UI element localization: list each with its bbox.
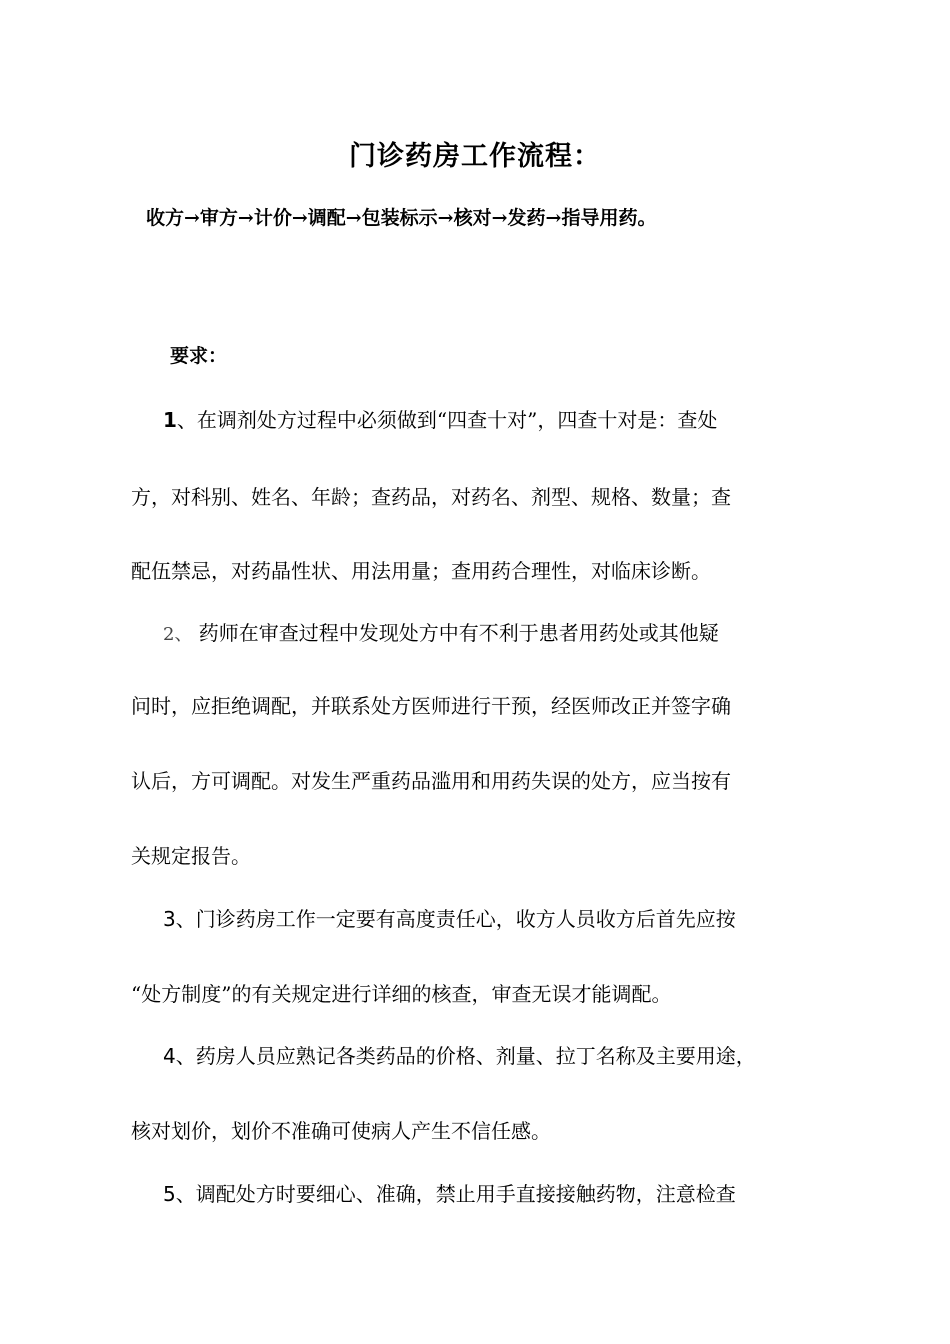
item-1-line-2: 方，对科别、姓名、年龄；查药品，对药名、剂型、规格、数量；查 (131, 485, 731, 509)
item-2-line-3: 认后，方可调配。对发生严重药品滥用和用药失误的处方，应当按有 (131, 769, 731, 793)
item-2-number: 2、 (163, 624, 193, 645)
item-3-number: 3 (163, 907, 176, 931)
item-3-line-2: “处方制度”的有关规定进行详细的核查，审查无误才能调配。 (131, 982, 672, 1006)
item-4-line-2: 核对划价，划价不准确可使病人产生不信任感。 (131, 1119, 551, 1143)
item-2-line-4: 关规定报告。 (131, 844, 251, 868)
workflow-steps: 收方→审方→计价→调配→包装标示→核对→发药→指导用药。 (146, 207, 657, 229)
requirements-heading: 要求： (170, 345, 228, 367)
item-5-line-1: 5、调配处方时要细心、准确，禁止用手直接接触药物，注意检查 (163, 1182, 736, 1206)
item-3-line-1: 3、门诊药房工作一定要有高度责任心，收方人员收方后首先应按 (163, 907, 736, 931)
item-5-number: 5 (163, 1182, 176, 1206)
item-1-number: 1 (163, 408, 177, 432)
item-2-line-1: 2、 药师在审查过程中发现处方中有不利于患者用药处或其他疑 (163, 621, 719, 645)
item-4-number: 4 (163, 1044, 176, 1068)
item-4-line-1: 4、药房人员应熟记各类药品的价格、剂量、拉丁名称及主要用途， (163, 1044, 756, 1068)
item-1-line-1: 1、在调剂处方过程中必须做到“四查十对”，四查十对是：查处 (163, 408, 718, 432)
page-title: 门诊药房工作流程： (349, 141, 601, 172)
item-1-line-3: 配伍禁忌，对药晶性状、用法用量；查用药合理性，对临床诊断。 (131, 559, 711, 583)
item-2-line-2: 问时，应拒绝调配，并联系处方医师进行干预，经医师改正并签字确 (131, 694, 731, 718)
